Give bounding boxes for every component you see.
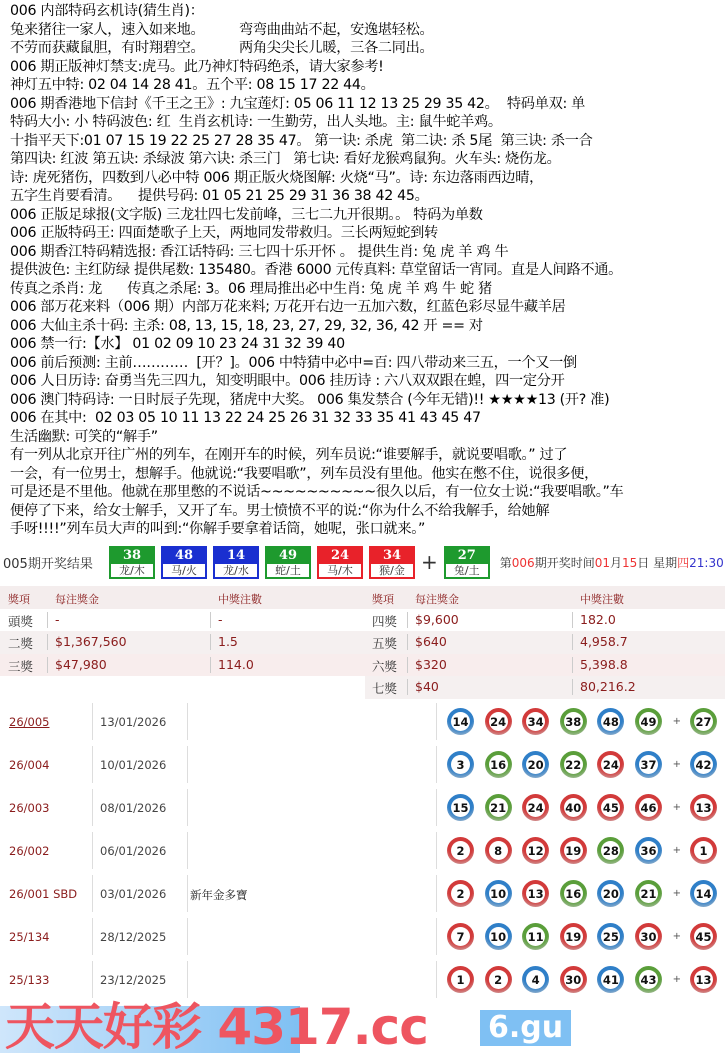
- divider: [187, 832, 188, 869]
- prize-cell: 二獎: [8, 636, 34, 651]
- ball-number: 20: [601, 884, 620, 903]
- ball-number: 21: [489, 798, 508, 817]
- ball-number: 24: [526, 798, 545, 817]
- history-row: [0, 700, 725, 743]
- history-row: [0, 829, 725, 872]
- draw-time: 21:30: [689, 555, 724, 570]
- text-line: 006 正版特码王: 四面楚歌子上天，两地同发带救归。三长两短蛇到转: [10, 225, 438, 241]
- text-line: 第四诀: 红波 第五诀: 杀绿波 第六诀: 杀三门 第七诀: 看好龙猴鸡鼠狗。火车头: 烧伤龙。: [10, 151, 561, 167]
- ball-number: 2: [489, 970, 508, 989]
- ball-number: 21: [639, 884, 658, 903]
- text-line: 神灯五中特: 02 04 14 28 41。五个平: 08 15 17 22 44。: [10, 77, 375, 93]
- divider: [47, 634, 48, 650]
- ball-number: 2: [451, 841, 470, 860]
- history-row: [0, 743, 725, 786]
- ball-group: [447, 880, 725, 907]
- ball-group: [447, 751, 725, 778]
- lottery-ball: [560, 708, 587, 735]
- plus-sign: +: [672, 802, 681, 813]
- ball-number: 10: [489, 884, 508, 903]
- prize-row: [0, 676, 725, 699]
- lottery-ball: [485, 751, 512, 778]
- result-balls: [109, 546, 496, 579]
- divider: [407, 657, 408, 673]
- lottery-ball: [635, 751, 662, 778]
- ball-zodiac: 龙/木: [119, 563, 145, 577]
- period-link[interactable]: 25/133: [9, 973, 50, 987]
- ball-number: 28: [601, 841, 620, 860]
- divider: [436, 961, 437, 998]
- ball-group: [447, 923, 725, 950]
- watermark: [0, 998, 725, 1056]
- ball-number: 27: [446, 548, 488, 564]
- text-line: 一会，有一位男士，想解手。他就说:“我要唱歌”，列车员没有里他。他实在憋不住，说很多便，: [10, 465, 598, 482]
- ball-number: 1: [451, 970, 470, 989]
- lottery-ball: [635, 966, 662, 993]
- draw-prefix: 第: [499, 555, 512, 570]
- ball-number: 38: [564, 712, 583, 731]
- lottery-ball: [522, 708, 549, 735]
- ball-zodiac: 马/木: [327, 563, 353, 577]
- text-line: 生活幽默: 可笑的“解手”: [10, 428, 158, 445]
- divider: [572, 634, 573, 650]
- lottery-ball: [447, 708, 474, 735]
- divider: [187, 789, 188, 826]
- ball-number: 45: [694, 927, 713, 946]
- period-link[interactable]: 26/005: [9, 715, 50, 729]
- text-line: 006 正版足球报(文字版) 三龙壮四七发前峰，三七二九开很期。。 特码为单数: [10, 206, 483, 223]
- divider: [92, 746, 93, 783]
- result-ball: [444, 546, 490, 579]
- plus-sign: +: [672, 888, 681, 899]
- result-ball: [161, 546, 207, 579]
- result-ball: [317, 546, 363, 579]
- lottery-ball: [560, 880, 587, 907]
- divider: [436, 703, 437, 740]
- draw-day: 15: [622, 555, 638, 570]
- lottery-ball: [485, 966, 512, 993]
- text-line: 便停了下来，给女士解手，又开了车。男士愤愤不平的说:“你为什么不给我解手，给她解: [10, 502, 550, 519]
- lottery-ball: [447, 794, 474, 821]
- lottery-ball: [447, 880, 474, 907]
- ball-number: 16: [564, 884, 583, 903]
- divider: [92, 961, 93, 998]
- text-line: 提供波色: 主红防绿 提供尾数: 135480。香港 6000 元传真料: 草堂留话一宵同。直是人间路不通。: [10, 262, 623, 278]
- text-line: 可是还是不里他。他就在那里憋的不说话~~~~~~~~~~很久以后，有一位女士说:“我要唱歌。”车: [10, 484, 624, 500]
- text-line: 手呀!!!!”列车员大声的叫到:“你解手要拿着话筒，她呢，张口就来。”: [10, 521, 426, 537]
- lottery-ball: [597, 837, 624, 864]
- ball-zodiac: 兔/土: [453, 563, 480, 577]
- month-label: 月: [609, 555, 622, 570]
- prize-cell: $640: [415, 634, 447, 649]
- divider: [47, 612, 48, 628]
- lottery-ball: [485, 923, 512, 950]
- divider: [407, 679, 408, 695]
- lottery-ball: [597, 751, 624, 778]
- ball-number: 48: [601, 712, 620, 731]
- ball-number: 13: [694, 970, 713, 989]
- ball-number: 14: [451, 712, 470, 731]
- ball-number: 49: [639, 712, 658, 731]
- text-line: 兔来猪往一家人，速入如来地。 弯弯曲曲站不起，安逸堪轻松。: [10, 21, 434, 38]
- ball-number: 46: [639, 798, 658, 817]
- text-line: 006 期香港地下信封《千王之王》: 九宝莲灯: 05 06 11 12 13 25 29 35 42。 特码单双: 单: [10, 95, 586, 112]
- lottery-ball: [560, 966, 587, 993]
- prize-row: [0, 631, 725, 654]
- lottery-ball: [597, 966, 624, 993]
- prize-cell: 每注獎金: [55, 593, 99, 606]
- prize-cell: 獎項: [8, 593, 30, 606]
- divider: [572, 612, 573, 628]
- lottery-ball: [597, 708, 624, 735]
- lottery-ball: [635, 880, 662, 907]
- draw-date: 13/01/2026: [100, 715, 167, 729]
- ball-number: 22: [564, 755, 583, 774]
- divider: [187, 746, 188, 783]
- prize-cell: $47,980: [55, 656, 107, 672]
- divider: [436, 832, 437, 869]
- weekday-label: 日 星期: [637, 555, 678, 570]
- divider: [407, 612, 408, 628]
- text-line: 006 内部特码玄机诗(猜生肖)：: [10, 3, 204, 19]
- ball-number: 24: [489, 712, 508, 731]
- divider: [572, 657, 573, 673]
- ball-number: 49: [267, 548, 309, 564]
- text-line: 006 期香江特码精选报: 香江话特码: 三七四十乐开怀 。 提供生肖: 兔 虎 羊 鸡 牛: [10, 243, 509, 260]
- ball-group: [447, 708, 725, 735]
- prize-cell: 七獎: [372, 681, 398, 696]
- ball-group: [447, 966, 725, 993]
- divider: [187, 918, 188, 955]
- draw-issue: 006: [511, 555, 535, 570]
- ball-number: 25: [601, 927, 620, 946]
- ball-number: 43: [639, 970, 658, 989]
- lottery-ball: [635, 923, 662, 950]
- lottery-ball: [447, 923, 474, 950]
- lottery-ball: [597, 794, 624, 821]
- lottery-ball: [560, 837, 587, 864]
- ball-number: 2: [451, 884, 470, 903]
- divider: [436, 746, 437, 783]
- lottery-ball: [690, 923, 717, 950]
- ball-number: 30: [564, 970, 583, 989]
- ball-number: 15: [451, 798, 470, 817]
- prize-cell: 中獎注數: [218, 593, 262, 606]
- divider: [572, 679, 573, 695]
- ball-number: 19: [564, 841, 583, 860]
- prize-table: [0, 586, 725, 699]
- watermark-sub: 6.gu: [480, 1010, 571, 1046]
- ball-number: 45: [601, 798, 620, 817]
- prize-cell: 五獎: [372, 636, 398, 651]
- ball-number: 36: [639, 841, 658, 860]
- divider: [436, 918, 437, 955]
- ball-zodiac: 蛇/土: [275, 563, 301, 577]
- text-line: 诗: 虎死猪伤，四数到八必中特 006 期正版火烧图解: 火烧“马”。诗: 东边落雨西边晴，: [10, 169, 544, 186]
- text-line: 特码大小: 小 特码波色: 红 生肖玄机诗: 一生勤劳，出人头地。主: 鼠牛蛇羊鸡。: [10, 114, 502, 130]
- ball-number: 20: [526, 755, 545, 774]
- plus-sign: +: [672, 931, 681, 942]
- draw-date: 10/01/2026: [100, 758, 167, 772]
- lottery-ball: [635, 708, 662, 735]
- ball-number: 14: [215, 548, 257, 564]
- lottery-ball: [690, 751, 717, 778]
- lottery-ball: [560, 923, 587, 950]
- ball-zodiac: 龙/水: [223, 563, 249, 577]
- plus-sign: +: [672, 845, 681, 856]
- draw-month: 01: [594, 555, 610, 570]
- lottery-ball: [690, 966, 717, 993]
- next-draw-info: [500, 554, 724, 571]
- lottery-ball: [447, 751, 474, 778]
- prize-cell: 182.0: [580, 611, 616, 627]
- ball-number: 7: [451, 927, 470, 946]
- prize-cell: $1,367,560: [55, 634, 127, 649]
- divider: [187, 875, 188, 912]
- plus-sign: +: [672, 716, 681, 727]
- lottery-ball: [522, 837, 549, 864]
- ball-group: [447, 794, 725, 821]
- draw-date: 06/01/2026: [100, 844, 167, 858]
- article-text: [10, 2, 725, 539]
- result-ball: [369, 546, 415, 579]
- ball-number: 12: [526, 841, 545, 860]
- prize-cell: 頭獎: [8, 613, 34, 629]
- divider: [436, 789, 437, 826]
- history-row: [0, 872, 725, 915]
- result-label: 005期开奖结果: [3, 556, 93, 572]
- lottery-ball: [522, 794, 549, 821]
- prize-cell: -: [55, 611, 60, 627]
- divider: [210, 634, 211, 650]
- prize-cell: 1.5: [218, 634, 238, 649]
- history-row: [0, 915, 725, 958]
- lottery-ball: [635, 794, 662, 821]
- draw-date: 23/12/2025: [100, 973, 167, 987]
- ball-zodiac: 马/火: [171, 563, 197, 577]
- divider: [92, 875, 93, 912]
- text-line: 006 禁一行:【水】 01 02 09 10 23 24 31 32 39 40: [10, 336, 345, 352]
- prize-row: [0, 609, 725, 632]
- prize-cell: $9,600: [415, 611, 459, 627]
- prize-cell: 四獎: [372, 613, 398, 629]
- draw-weekday: 四: [677, 555, 690, 570]
- ball-number: 24: [319, 548, 361, 564]
- ball-number: 13: [694, 798, 713, 817]
- divider: [92, 832, 93, 869]
- lottery-ball: [485, 794, 512, 821]
- divider: [47, 657, 48, 673]
- lottery-ball: [597, 923, 624, 950]
- lottery-ball: [447, 837, 474, 864]
- ball-number: 48: [163, 548, 205, 564]
- prize-cell: 六獎: [372, 658, 398, 674]
- divider: [210, 657, 211, 673]
- ball-number: 19: [564, 927, 583, 946]
- plus-sign: +: [672, 759, 681, 770]
- draw-history-table: [0, 700, 725, 1001]
- plus-sign: +: [421, 550, 438, 574]
- divider: [407, 634, 408, 650]
- text-line: 传真之杀肖: 龙 传真之杀尾: 3。06 理局推出必中生肖: 兔 虎 羊 鸡 牛 蛇 猪: [10, 280, 492, 297]
- lottery-ball: [690, 880, 717, 907]
- lottery-ball: [485, 837, 512, 864]
- ball-number: 10: [489, 927, 508, 946]
- ball-number: 16: [489, 755, 508, 774]
- prize-cell: 三獎: [8, 658, 34, 674]
- lottery-ball: [522, 751, 549, 778]
- divider: [210, 612, 211, 628]
- period-link[interactable]: 26/004: [9, 758, 50, 772]
- ball-number: 34: [371, 548, 413, 564]
- ball-number: 34: [526, 712, 545, 731]
- text-line: 006 部万花来料（006 期）内部万花来料; 万花开右边一五加六数，红蓝色彩尽显牛藏羊居: [10, 299, 566, 315]
- ball-number: 11: [526, 927, 545, 946]
- divider: [92, 918, 93, 955]
- prize-row: [0, 586, 725, 609]
- ball-number: 38: [111, 548, 153, 564]
- lottery-ball: [560, 794, 587, 821]
- text-line: 有一列从北京开往广州的列车，在刚开车的时候，列车员说:“谁要解手，就说要唱歌。” 过了: [10, 447, 568, 463]
- prize-cell: 獎項: [372, 593, 394, 606]
- prize-cell: 每注獎金: [415, 593, 459, 606]
- prize-cell: 5,398.8: [580, 656, 628, 672]
- period-link[interactable]: 26/002: [9, 844, 50, 858]
- divider: [92, 789, 93, 826]
- ball-number: 3: [451, 755, 470, 774]
- prize-cell: -: [218, 611, 223, 627]
- text-line: 006 前后预测: 主前………… [开？]。006 中特猜中必中=百: 四八带动来三五，一个又一倒: [10, 354, 577, 371]
- text-line: 006 在其中: 02 03 05 10 11 13 22 24 25 26 31 32 33 35 41 43 45 47: [10, 410, 481, 426]
- lottery-ball: [690, 794, 717, 821]
- ball-number: 42: [694, 755, 713, 774]
- draw-date: 03/01/2026: [100, 887, 167, 901]
- ball-number: 14: [694, 884, 713, 903]
- divider: [187, 703, 188, 740]
- watermark-text: 天天好彩 4317.cc: [5, 998, 428, 1056]
- draw-date: 08/01/2026: [100, 801, 167, 815]
- text-line: 006 人日历诗: 奋勇当先三四九，知变明眼中。006 挂历诗 : 六八双双跟在蝗，四一定分开: [10, 373, 565, 389]
- lottery-ball: [522, 880, 549, 907]
- text-line: 五字生肖要看清。 提供号码: 01 05 21 25 29 31 36 38 42 45。: [10, 188, 429, 204]
- result-ball: [109, 546, 155, 579]
- period-link[interactable]: 26/003: [9, 801, 50, 815]
- lottery-ball: [485, 880, 512, 907]
- ball-number: 4: [526, 970, 545, 989]
- prize-cell: 4,958.7: [580, 634, 628, 649]
- prize-cell: 114.0: [218, 656, 254, 672]
- text-line: 不劳而获藏鼠胆，有时翔碧空。 两角尖尖长儿暖，三各二同出。: [10, 40, 434, 56]
- prize-cell: $320: [415, 656, 447, 672]
- prize-cell: $40: [415, 679, 439, 694]
- draw-note: 新年金多寶: [190, 888, 248, 902]
- text-line: 006 期正版神灯禁支:虎马。此乃神灯特码绝杀，请大家参考!: [10, 58, 384, 75]
- ball-number: 40: [564, 798, 583, 817]
- result-ball: [213, 546, 259, 579]
- lottery-ball: [597, 880, 624, 907]
- text-line: 006 澳门特码诗: 一日时辰子先现，猪虎中大奖。 006 集发禁合 (今年无错)!! ★★★★13 (开? 准): [10, 391, 610, 408]
- draw-time-label: 期开奖时间: [534, 555, 595, 570]
- divider: [187, 961, 188, 998]
- text-line: 006 大仙主杀十码: 主杀: 08, 13, 15, 18, 23, 27, 29, 32, 36, 42 开 == 对: [10, 317, 483, 334]
- ball-number: 37: [639, 755, 658, 774]
- divider: [436, 875, 437, 912]
- text-line: 十指平天下:01 07 15 19 22 25 27 28 35 47。 第一诀: 杀虎 第二诀: 杀 5尾 第三诀: 杀一合: [10, 132, 593, 149]
- draw-date: 28/12/2025: [100, 930, 167, 944]
- plus-sign: +: [672, 974, 681, 985]
- ball-number: 30: [639, 927, 658, 946]
- lottery-ball: [522, 966, 549, 993]
- period-link[interactable]: 25/134: [9, 930, 50, 944]
- period-link[interactable]: 26/001 SBD: [9, 887, 78, 901]
- ball-number: 27: [694, 712, 713, 731]
- ball-number: 1: [694, 841, 713, 860]
- lottery-ball: [635, 837, 662, 864]
- ball-number: 41: [601, 970, 620, 989]
- ball-number: 13: [526, 884, 545, 903]
- lottery-ball: [447, 966, 474, 993]
- ball-number: 24: [601, 755, 620, 774]
- prize-row: [0, 654, 725, 677]
- lottery-ball: [560, 751, 587, 778]
- latest-result-bar: [0, 544, 725, 580]
- divider: [92, 703, 93, 740]
- lottery-ball: [690, 837, 717, 864]
- ball-number: 8: [489, 841, 508, 860]
- ball-zodiac: 猴/金: [379, 563, 405, 577]
- lottery-ball: [690, 708, 717, 735]
- history-row: [0, 958, 725, 1001]
- lottery-ball: [485, 708, 512, 735]
- history-row: [0, 786, 725, 829]
- lottery-ball: [522, 923, 549, 950]
- prize-cell: 80,216.2: [580, 679, 636, 694]
- result-ball: [265, 546, 311, 579]
- prize-cell: 中獎注數: [580, 593, 624, 606]
- ball-group: [447, 837, 725, 864]
